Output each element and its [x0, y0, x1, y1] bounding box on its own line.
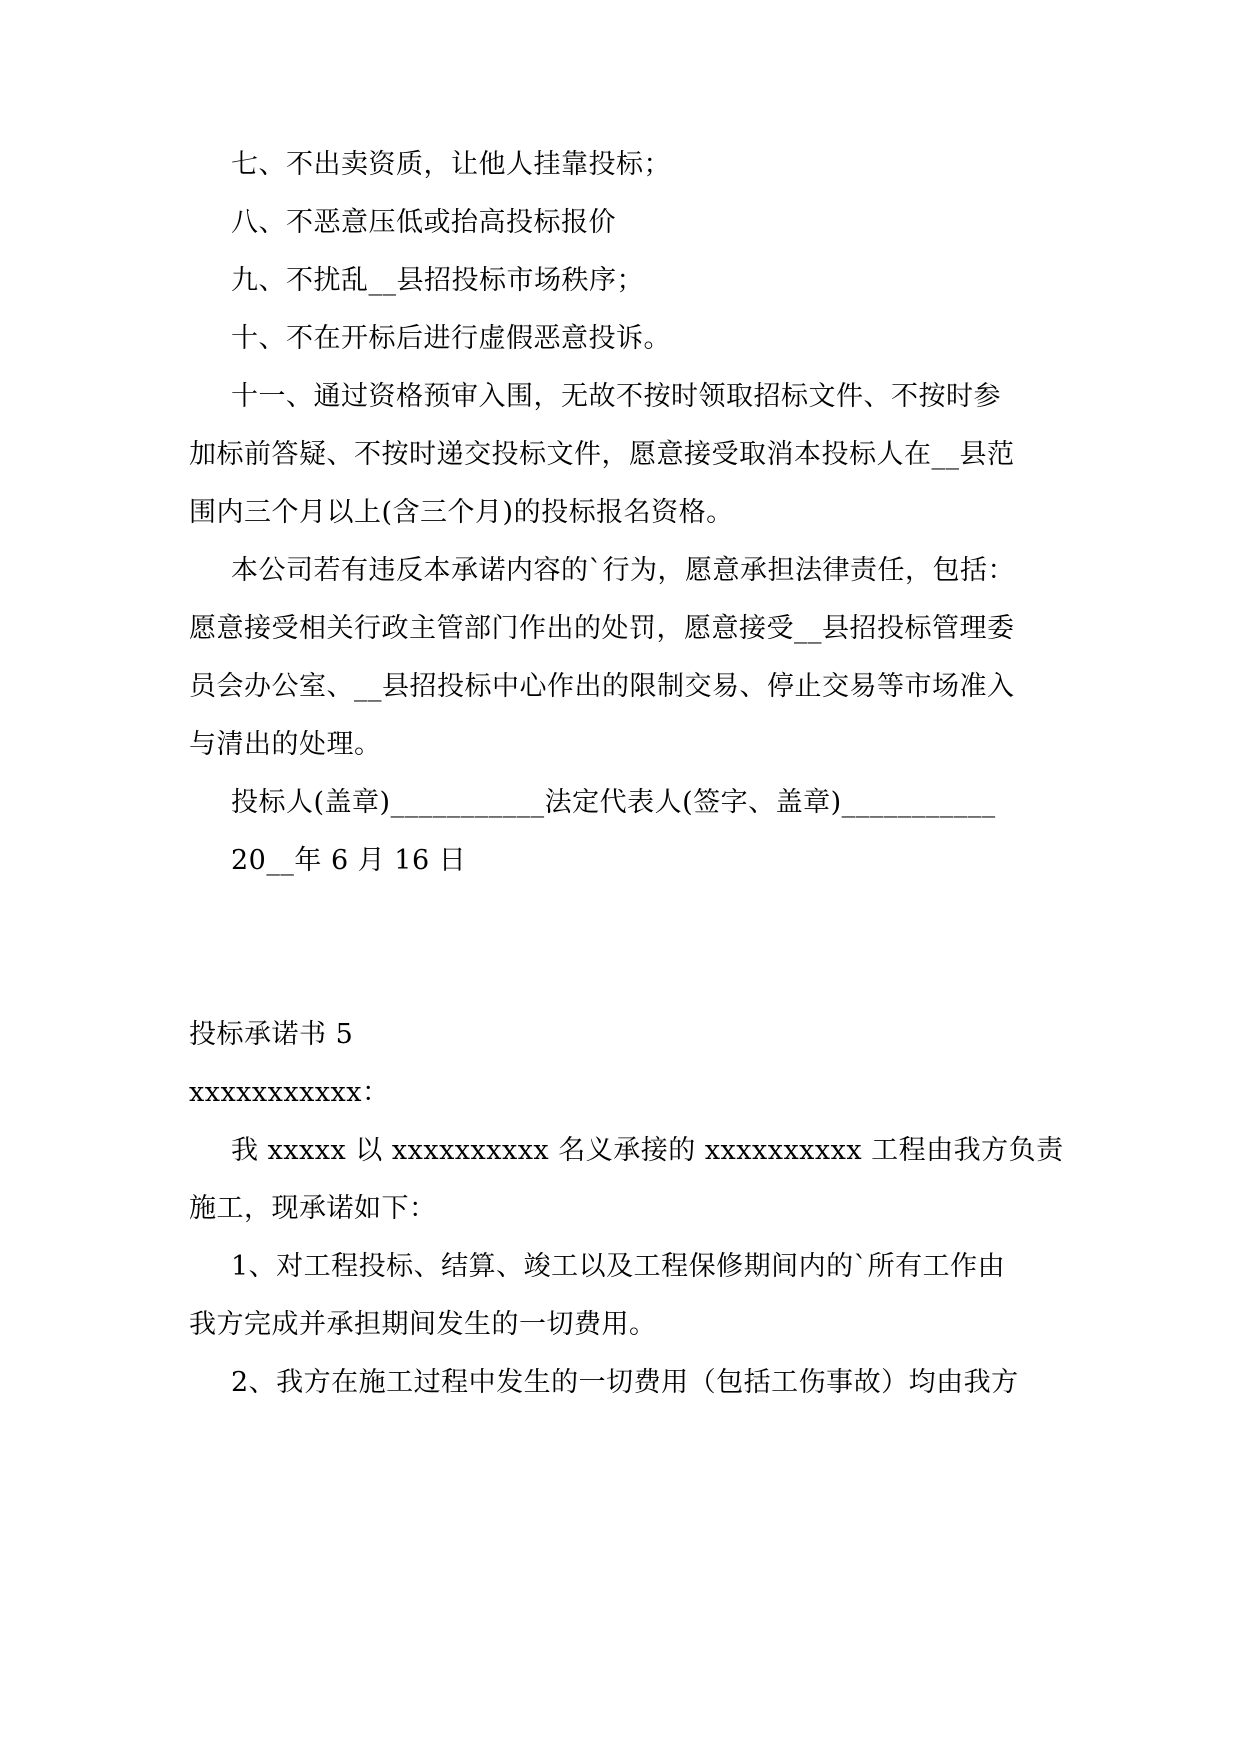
liability-line-2: 愿意接受相关行政主管部门作出的处罚，愿意接受__县招投标管理委	[189, 613, 1015, 644]
item-11-line-2: 加标前答疑、不按时递交投标文件，愿意接受取消本投标人在__县范	[189, 439, 1015, 470]
addressee: xxxxxxxxxxx：	[189, 1077, 390, 1108]
item-7: 七、不出卖资质，让他人挂靠投标；	[231, 149, 671, 180]
point-1-line-1: 1、对工程投标、结算、竣工以及工程保修期间内的`所有工作由	[231, 1251, 1006, 1282]
point-2-line-1: 2、我方在施工过程中发生的一切费用（包括工伤事故）均由我方	[231, 1367, 1019, 1398]
item-11-line-3: 围内三个月以上(含三个月)的投标报名资格。	[189, 497, 734, 528]
point-1-line-2: 我方完成并承担期间发生的一切费用。	[189, 1309, 657, 1340]
liability-line-1: 本公司若有违反本承诺内容的`行为，愿意承担法律责任，包括：	[231, 555, 1015, 586]
signature-line: 投标人(盖章)___________法定代表人(签字、盖章)___________	[231, 787, 996, 818]
item-8: 八、不恶意压低或抬高投标报价	[231, 207, 616, 238]
intro-line-2: 施工，现承诺如下：	[189, 1193, 437, 1224]
liability-line-4: 与清出的处理。	[189, 729, 382, 760]
liability-line-3: 员会办公室、__县招投标中心作出的限制交易、停止交易等市场准入	[189, 671, 1015, 702]
item-11-line-1: 十一、通过资格预审入围，无故不按时领取招标文件、不按时参	[231, 381, 1001, 412]
item-9: 九、不扰乱__县招投标市场秩序；	[231, 265, 644, 296]
date-line: 20__年 6 月 16 日	[231, 845, 467, 876]
intro-line-1: 我 xxxxx 以 xxxxxxxxxx 名义承接的 xxxxxxxxxx 工程由我方负责	[231, 1135, 1064, 1166]
item-10: 十、不在开标后进行虚假恶意投诉。	[231, 323, 671, 354]
section-5-title: 投标承诺书 5	[189, 1019, 354, 1050]
